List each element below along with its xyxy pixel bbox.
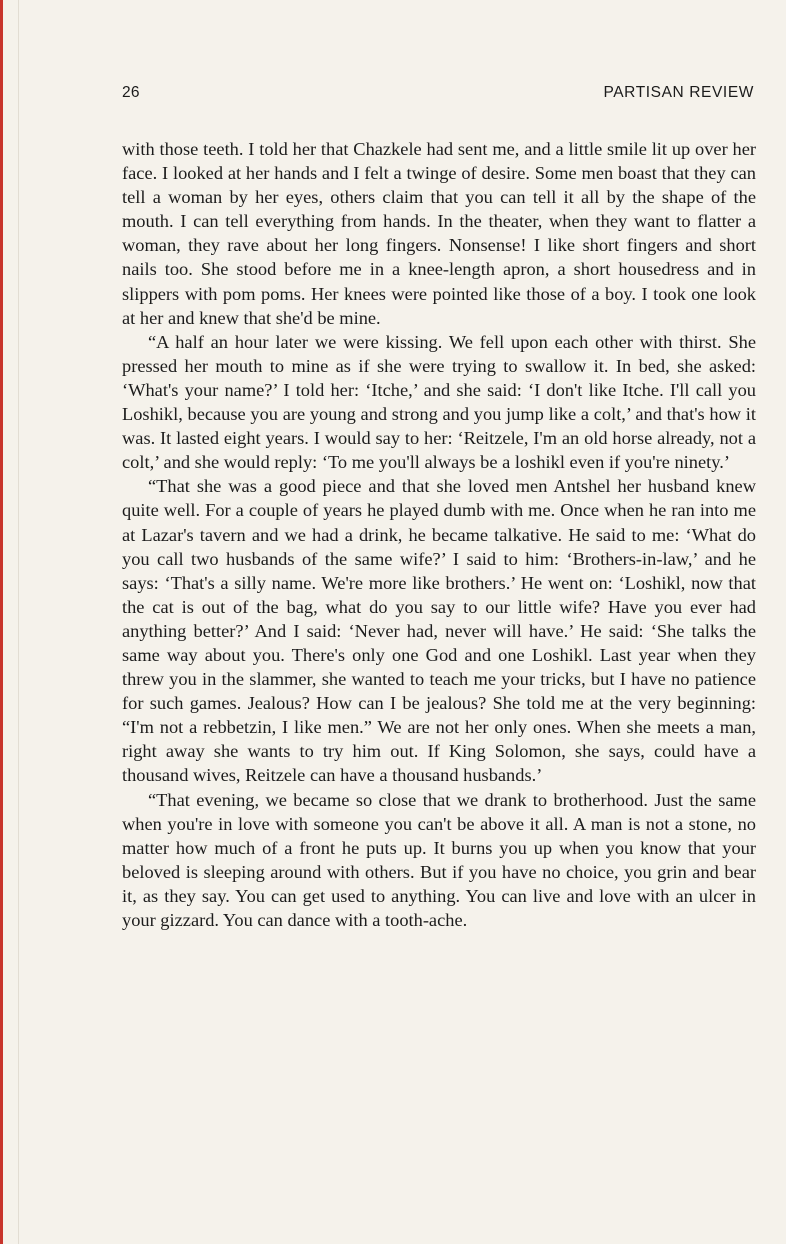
body-text xyxy=(122,137,756,932)
paragraph: “That she was a good piece and that she loved men Antshel her husband knew quite well. For a couple of years he played dumb with me. Once when he ran into me at Lazar's tavern and we had a drink, he became talkative. He said to me: ‘What do you call two husbands of the same wife?’ I said to him: ‘Brothers-in-law,’ and he says: ‘That's a silly name. We're more like brothers.’ He went on: ‘Loshikl, now that the cat is out of the bag, what do you say to our little wife? Have you ever had anything better?’ And I said: ‘Never had, never will have.’ He said: ‘She talks the same way about you. There's only one God and one Loshikl. Last year when they threw you in the slammer, she wanted to teach me your tricks, but I have no patience for such games. Jealous? How can I be jealous? She told me at the very beginning: “I'm not a rebbetzin, I like men.” We are not her only ones. When she meets a man, right away she wants to try him out. If King Solomon, she says, could have a thousand wives, Reitzele can have a thousand husbands.’ xyxy=(122,476,756,786)
paragraph: “A half an hour later we were kissing. We fell upon each other with thirst. She pressed her mouth to mine as if she were trying to swallow it. In bed, she asked: ‘What's your name?’ I told her: ‘Itche,’ and she said: ‘I don't like Itche. I'll call you Loshikl, because you are young and strong and you jump like a colt,’ and that's how it was. It lasted eight years. I would say to her: ‘Reitzele, I'm an old horse already, not a colt,’ and she would reply: ‘To me you'll always be a loshikl even if you're ninety.’ xyxy=(122,331,756,473)
paragraph: “That evening, we became so close that we drank to brotherhood. Just the same when you're in love with someone you can't be above it all. A man is not a stone, no matter how much of a front he puts up. It burns you up when you know that your beloved is sleeping around with others. But if you have no choice, you grin and bear it, as they say. You can get used to anything. You can live and love with an ulcer in your gizzard. You can dance with a tooth-ache. xyxy=(122,789,756,930)
paragraph: with those teeth. I told her that Chazkele had sent me, and a little smile lit up over her face. I looked at her hands and I felt a twinge of desire. Some men boast that they can tell a woman by her eyes, others claim that you can tell it all by the shape of the mouth. I can tell everything from hands. In the theater, when they want to flatter a woman, they rave about her long fingers. Nonsense! I like short fingers and short nails too. She stood before me in a knee-length apron, a short housedress and in slippers with pom poms. Her knees were pointed like those of a boy. I took one look at her and knew that she'd be mine. xyxy=(122,139,756,328)
gutter-shadow-line xyxy=(18,0,19,1244)
running-head xyxy=(122,84,754,106)
journal-title: PARTISAN REVIEW xyxy=(603,84,754,101)
page-edge-red-border xyxy=(0,0,3,1244)
page-number: 26 xyxy=(122,84,140,101)
